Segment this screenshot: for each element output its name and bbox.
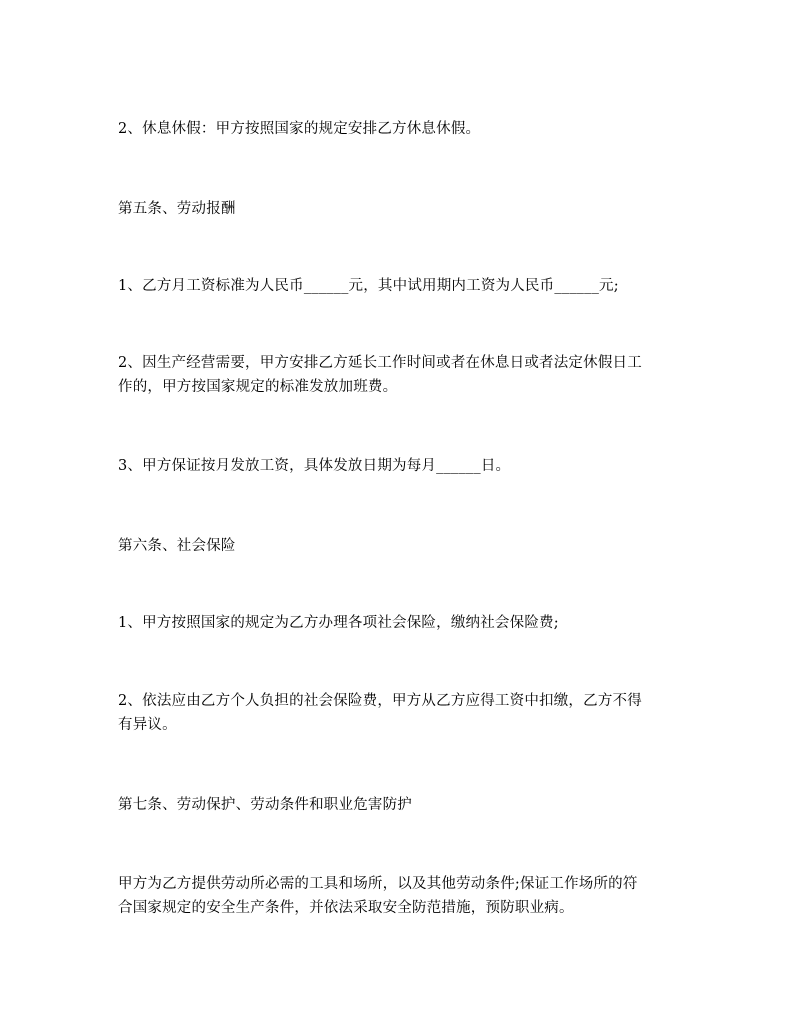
paragraph-labor-protection-line-2: 合国家规定的安全生产条件，并依法采取安全防范措施，预防职业病。 [118, 900, 574, 916]
paragraph-salary-standard: 1、乙方月工资标准为人民币______元，其中试用期内工资为人民币______元; [118, 278, 619, 294]
paragraph-social-insurance: 1、甲方按照国家的规定为乙方办理各项社会保险，缴纳社会保险费; [118, 615, 559, 631]
paragraph-insurance-deduction-line-2: 有异议。 [118, 717, 177, 733]
paragraph-overtime-pay-line-2: 作的，甲方按国家规定的标准发放加班费。 [118, 379, 398, 395]
paragraph-overtime-pay-line-1: 2、因生产经营需要，甲方安排乙方延长工作时间或者在休息日或者法定休假日工 [118, 355, 642, 371]
heading-article-6: 第六条、社会保险 [118, 538, 236, 554]
heading-article-7: 第七条、劳动保护、劳动条件和职业危害防护 [118, 797, 412, 813]
paragraph-insurance-deduction-line-1: 2、依法应由乙方个人负担的社会保险费，甲方从乙方应得工资中扣缴，乙方不得 [118, 693, 642, 709]
heading-article-5: 第五条、劳动报酬 [118, 201, 236, 217]
paragraph-labor-protection-line-1: 甲方为乙方提供劳动所必需的工具和场所，以及其他劳动条件;保证工作场所的符 [118, 876, 638, 892]
paragraph-rest-leave: 2、休息休假：甲方按照国家的规定安排乙方休息休假。 [118, 121, 481, 137]
paragraph-pay-date: 3、甲方保证按月发放工资，具体发放日期为每月______日。 [118, 458, 511, 474]
